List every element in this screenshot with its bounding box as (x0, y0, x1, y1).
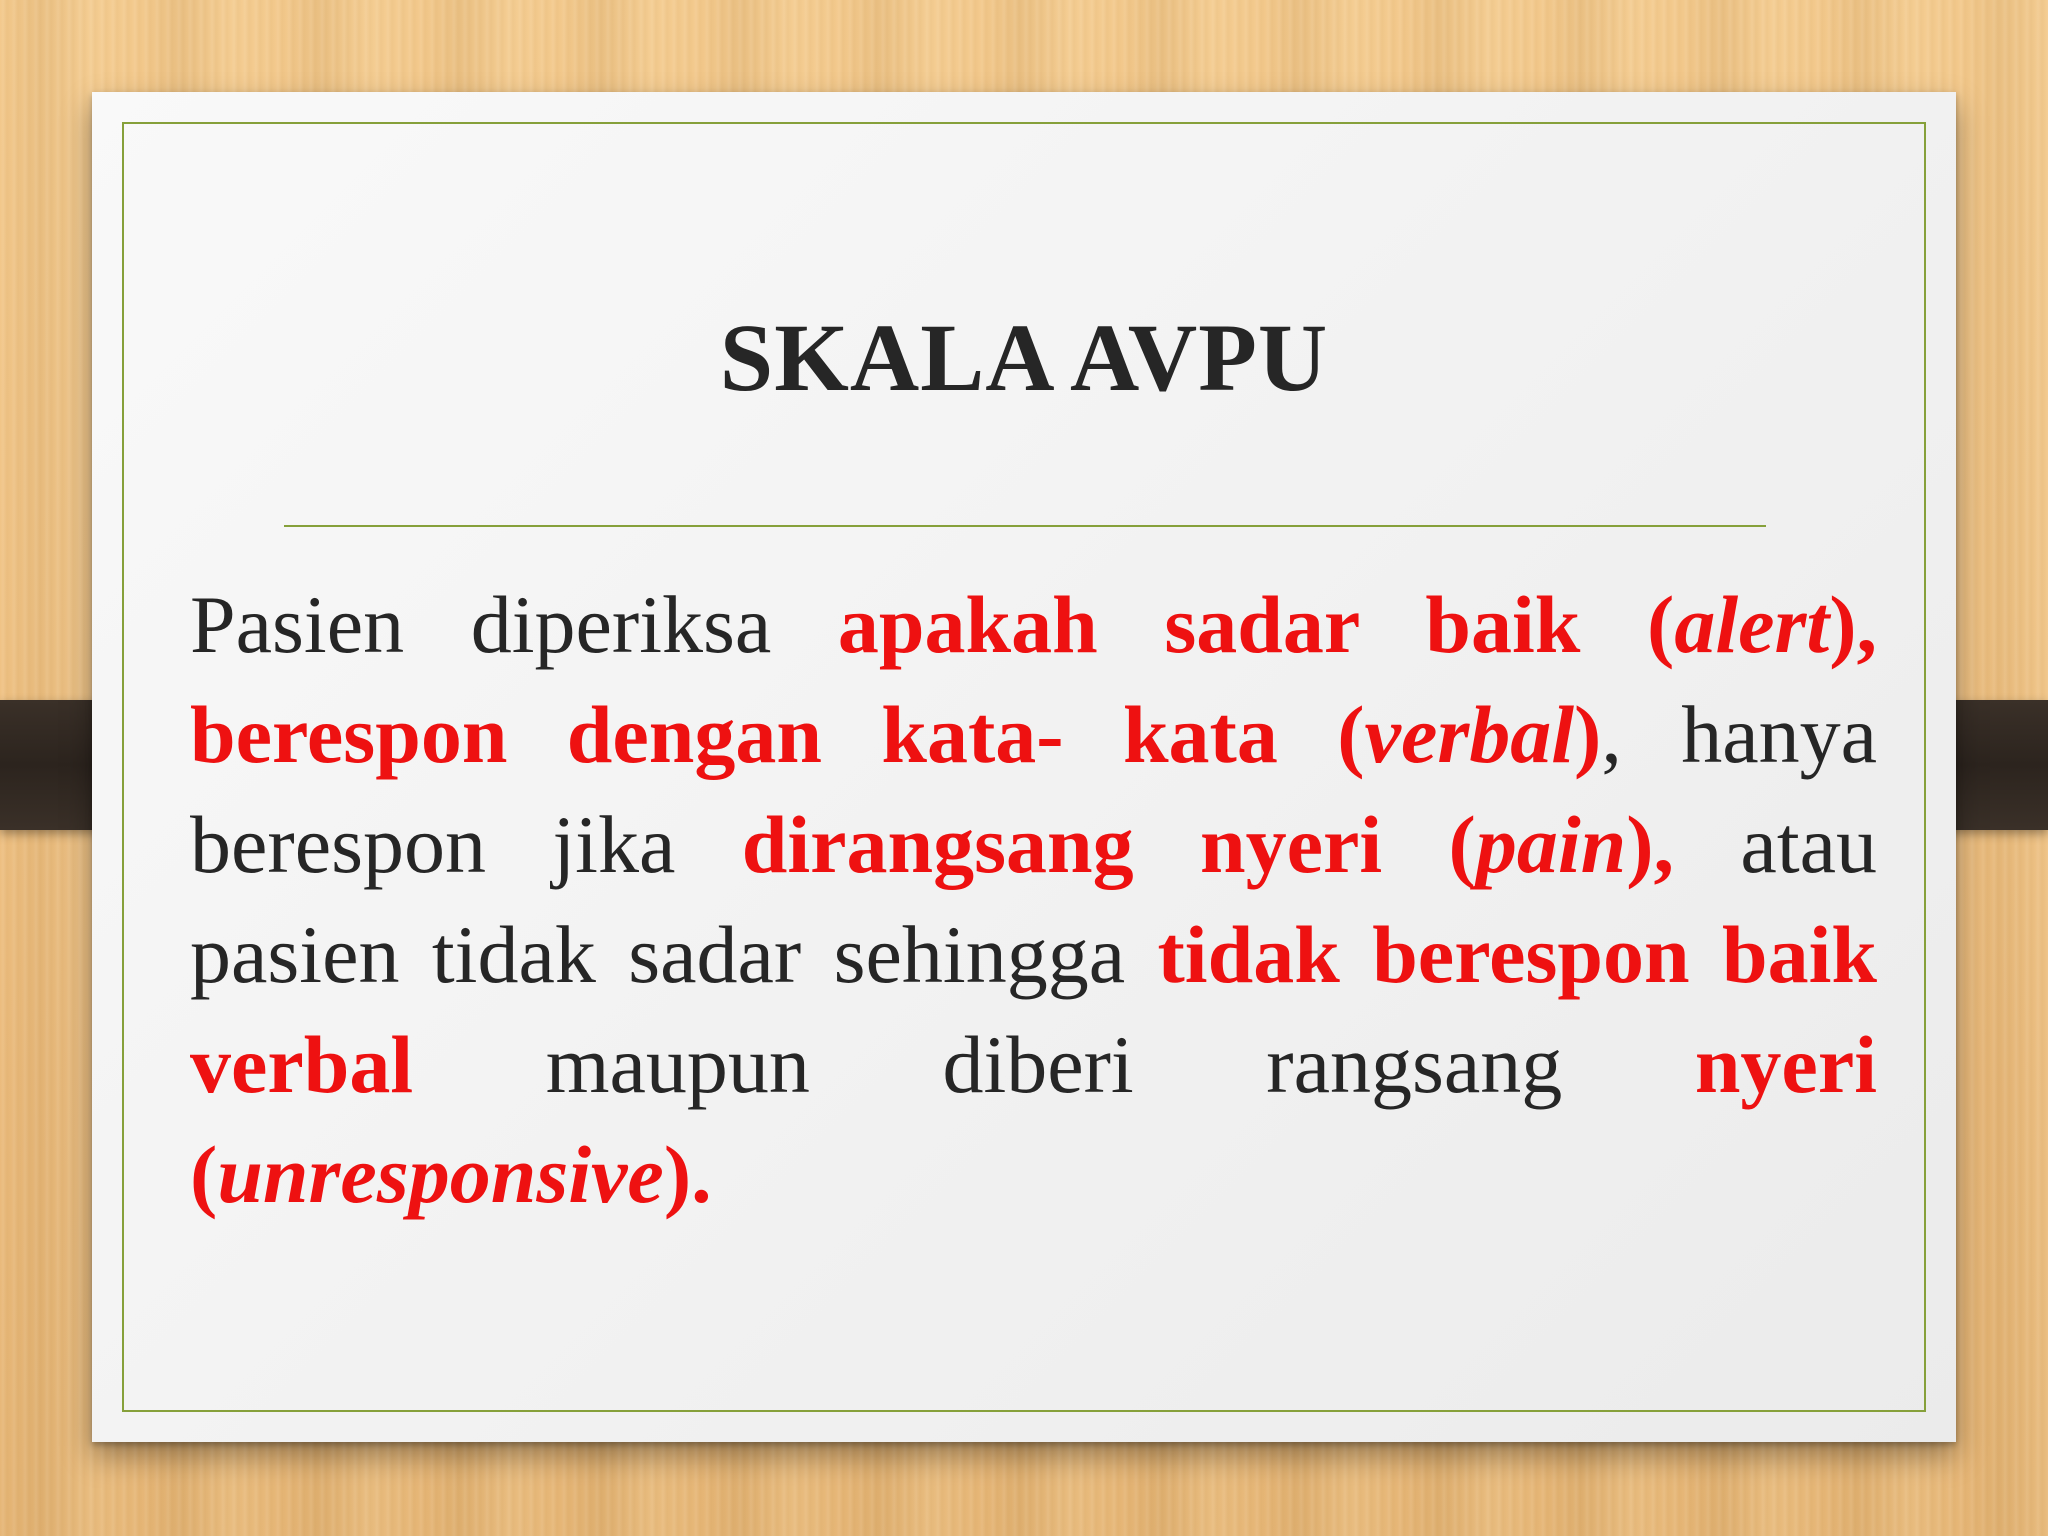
text-segment: maupun diberi rangsang (413, 1019, 1695, 1110)
highlight-italic-segment: verbal (1364, 689, 1575, 780)
text-segment: , hanya berespon jika (190, 689, 1878, 890)
highlight-segment: ) (1574, 689, 1602, 780)
highlight-segment: tidak berespon baik verbal (190, 909, 1877, 1110)
slide-title: SKALA AVPU (719, 304, 1329, 411)
text-segment: atau pasien tidak sadar sehingga (190, 799, 1878, 1000)
highlight-segment: nyeri ( (190, 1019, 1877, 1220)
highlight-segment: apakah sadar baik ( (837, 579, 1675, 670)
highlight-segment: dirangsang nyeri ( (741, 799, 1476, 890)
text-segment: Pasien diperiksa (190, 579, 838, 670)
title-divider (284, 525, 1766, 527)
slide-card (92, 92, 1956, 1442)
highlight-segment: ). (663, 1129, 712, 1220)
highlight-segment: ), (1626, 799, 1675, 890)
highlight-italic-segment: unresponsive (217, 1129, 664, 1220)
highlight-italic-segment: alert (1674, 579, 1830, 670)
slide-paragraph (190, 570, 1877, 1230)
highlight-italic-segment: pain (1475, 799, 1627, 890)
highlight-segment: ), berespon dengan kata- kata ( (190, 579, 1877, 780)
